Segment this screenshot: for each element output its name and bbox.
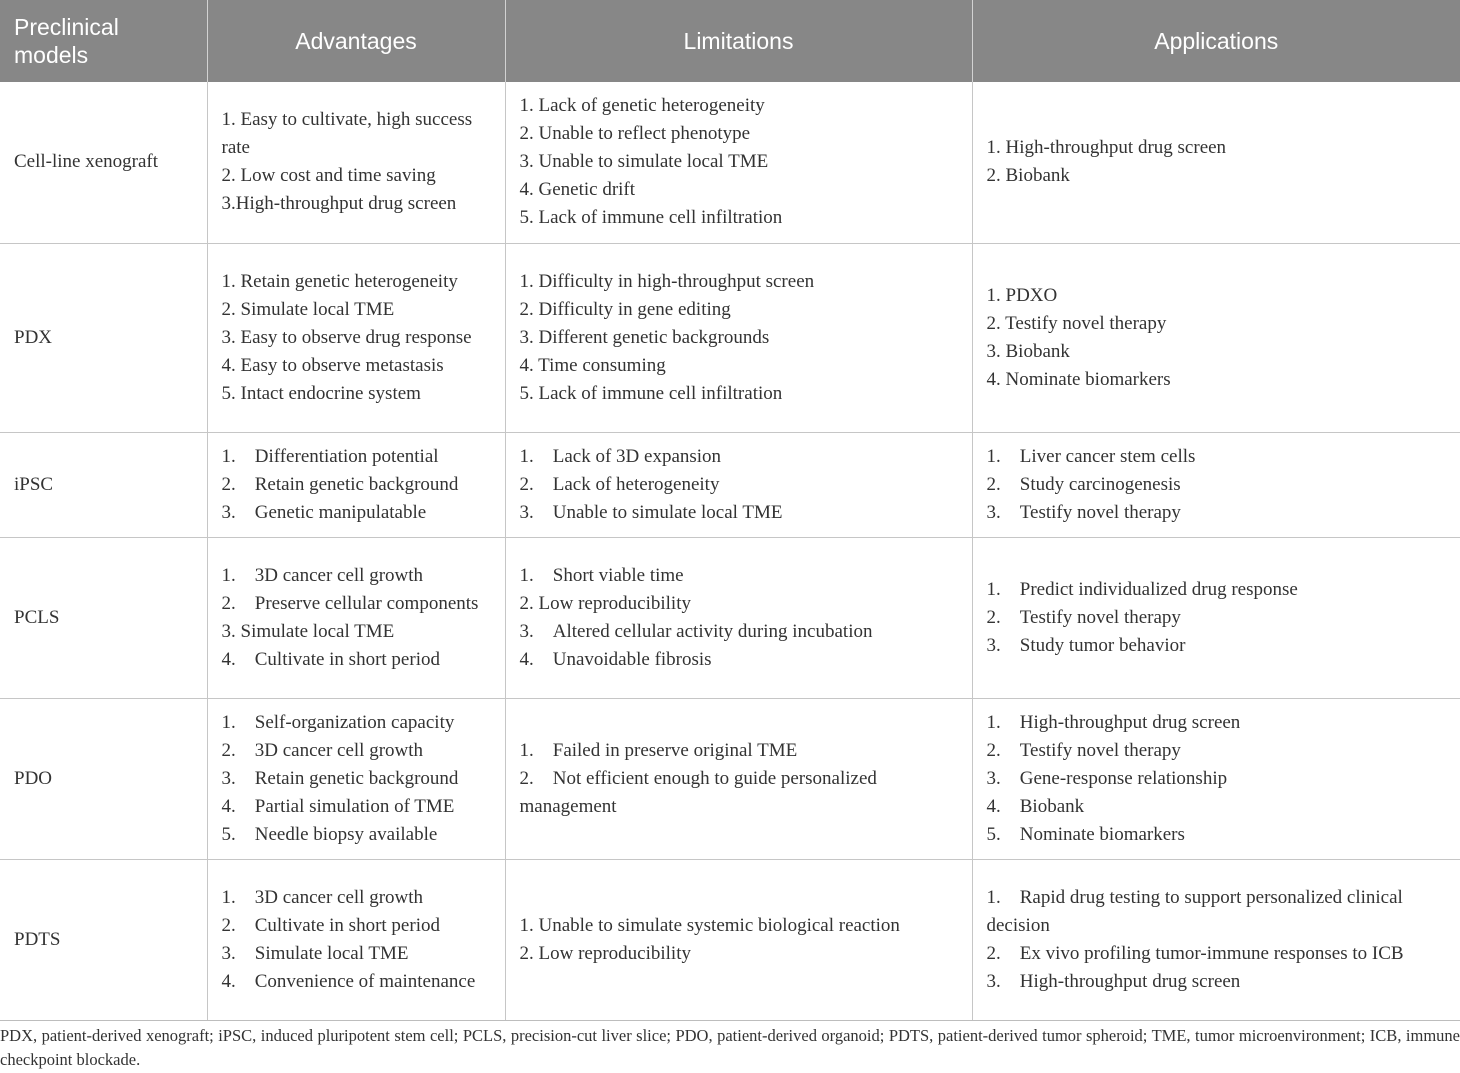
list-item: 3. Easy to observe drug response (221, 326, 472, 348)
advantages-cell (207, 432, 505, 537)
list (520, 737, 958, 821)
advantages-cell (207, 82, 505, 243)
limitations-cell (505, 698, 972, 859)
list-item: 2. Unable to reflect phenotype (519, 123, 751, 145)
list-item: 3. High-throughput drug screen (986, 970, 1241, 992)
model-name-cell: PDX (0, 243, 207, 432)
applications-cell (972, 82, 1460, 243)
header-advantages: Advantages (207, 0, 505, 82)
list-item: 5. Lack of immune cell infiltration (519, 207, 783, 229)
list (222, 268, 491, 408)
list-item: 3. Unable to simulate local TME (519, 501, 783, 523)
list-item: 3. Biobank (986, 340, 1070, 362)
list (222, 562, 491, 674)
applications-cell (972, 537, 1460, 698)
advantages-cell (207, 698, 505, 859)
list-item: 2. Low reproducibility (519, 592, 691, 614)
list-item: 1. Retain genetic heterogeneity (221, 270, 458, 292)
limitations-cell (505, 432, 972, 537)
limitations-cell (505, 82, 972, 243)
list-item: 5. Needle biopsy available (221, 823, 438, 845)
table-row (0, 698, 1460, 859)
list (520, 562, 958, 674)
list (520, 443, 958, 527)
list-item: 4. Unavoidable fibrosis (519, 648, 712, 670)
list-item: 2. Study carcinogenesis (986, 473, 1181, 495)
list-item: 2. Difficulty in gene editing (519, 298, 731, 320)
list (520, 268, 958, 408)
list-item: 4. Genetic drift (519, 179, 636, 201)
applications-cell (972, 859, 1460, 1020)
list-item: 3. Simulate local TME (221, 620, 395, 642)
list-item: 4. Cultivate in short period (221, 648, 440, 670)
list-item: 4. Convenience of maintenance (221, 970, 476, 992)
list-item: 2. Ex vivo profiling tumor-immune responses to ICB (986, 942, 1404, 964)
list-item: 4. Easy to observe metastasis (221, 354, 444, 376)
list-item: 1. Rapid drug testing to support personalized clinical decision (986, 886, 1403, 936)
list-item: 3. Simulate local TME (221, 942, 409, 964)
model-name-cell: PDO (0, 698, 207, 859)
list-item: 2. 3D cancer cell growth (221, 739, 424, 761)
list-item: 1. Easy to cultivate, high success rate (221, 109, 473, 159)
limitations-cell (505, 537, 972, 698)
list-item: 2. Retain genetic background (221, 473, 459, 495)
list-item: 4. Time consuming (519, 354, 666, 376)
applications-cell (972, 698, 1460, 859)
list-item: 2. Biobank (986, 165, 1070, 187)
list-item: 2. Testify novel therapy (986, 312, 1167, 334)
list-item: 1. 3D cancer cell growth (221, 886, 424, 908)
list (222, 884, 491, 996)
model-name-cell: iPSC (0, 432, 207, 537)
list-item: 3. Retain genetic background (221, 767, 459, 789)
list (987, 884, 1447, 996)
list-item: 3. Testify novel therapy (986, 501, 1181, 523)
list-item: 1. Liver cancer stem cells (986, 445, 1196, 467)
list-item: 3. Altered cellular activity during incubation (519, 620, 873, 642)
list-item: 1. Failed in preserve original TME (519, 739, 798, 761)
advantages-cell (207, 537, 505, 698)
list-item: 5. Lack of immune cell infiltration (519, 382, 783, 404)
limitations-cell (505, 859, 972, 1020)
table-header-row (0, 0, 1460, 82)
list-item: 1. PDXO (986, 284, 1058, 306)
list-item: 2. Lack of heterogeneity (519, 473, 720, 495)
list-item: 1. High-throughput drug screen (986, 137, 1227, 159)
list-item: 2. Preserve cellular components (221, 592, 479, 614)
model-name-cell: Cell-line xenograft (0, 82, 207, 243)
list-item: 5. Nominate biomarkers (986, 823, 1185, 845)
list-item: 2. Testify novel therapy (986, 739, 1181, 761)
advantages-cell (207, 243, 505, 432)
list-item: 1. Difficulty in high-throughput screen (519, 270, 815, 292)
list-item: 1. Predict individualized drug response (986, 578, 1298, 600)
list-item: 1. Differentiation potential (221, 445, 439, 467)
list-item: 4. Partial simulation of TME (221, 795, 455, 817)
list-item: 3. Gene-response relationship (986, 767, 1228, 789)
model-name-cell: PCLS (0, 537, 207, 698)
list (987, 282, 1447, 394)
list-item: 3. Different genetic backgrounds (519, 326, 770, 348)
list (222, 106, 491, 218)
table-row (0, 82, 1460, 243)
list (222, 443, 491, 527)
list-item: 2. Cultivate in short period (221, 914, 440, 936)
list-item: 2. Simulate local TME (221, 298, 395, 320)
list (987, 134, 1447, 190)
table-row (0, 243, 1460, 432)
header-limitations: Limitations (505, 0, 972, 82)
advantages-cell (207, 859, 505, 1020)
list (520, 92, 958, 232)
list-item: 4. Biobank (986, 795, 1085, 817)
list (987, 443, 1447, 527)
header-preclinical-models: Preclinical models (0, 0, 207, 82)
list-item: 1. Unable to simulate systemic biological reaction (519, 914, 900, 936)
list (222, 709, 491, 849)
list (987, 709, 1447, 849)
table-footnote: PDX, patient-derived xenograft; iPSC, induced pluripotent stem cell; PCLS, precision-cut liver slice; PDO, patient-derived organoid; PDTS, patient-derived tumor spheroid; TME, tumor microenvironment; ICB, immune checkpoint blockade. (0, 1026, 1460, 1069)
list-item: 3. Study tumor behavior (986, 634, 1186, 656)
list-item: 3.High-throughput drug screen (221, 193, 457, 215)
list-item: 3. Unable to simulate local TME (519, 151, 769, 173)
list-item: 1. Self-organization capacity (221, 711, 455, 733)
header-applications: Applications (972, 0, 1460, 82)
list-item: 1. Lack of genetic heterogeneity (519, 95, 765, 117)
table-body (0, 82, 1460, 1020)
list-item: 2. Low cost and time saving (221, 165, 436, 187)
list-item: 1. Lack of 3D expansion (519, 445, 722, 467)
list-item: 3. Genetic manipulatable (221, 501, 427, 523)
list (987, 576, 1447, 660)
list (520, 912, 958, 968)
list-item: 5. Intact endocrine system (221, 382, 421, 404)
table-row (0, 432, 1460, 537)
limitations-cell (505, 243, 972, 432)
list-item: 1. 3D cancer cell growth (221, 564, 424, 586)
table-row (0, 537, 1460, 698)
list-item: 4. Nominate biomarkers (986, 368, 1171, 390)
list-item: 2. Low reproducibility (519, 942, 691, 964)
model-name-cell: PDTS (0, 859, 207, 1020)
list-item: 1. High-throughput drug screen (986, 711, 1241, 733)
list-item: 1. Short viable time (519, 564, 684, 586)
table-row (0, 859, 1460, 1020)
list-item: 2. Not efficient enough to guide personalized management (519, 767, 877, 817)
applications-cell (972, 432, 1460, 537)
list-item: 2. Testify novel therapy (986, 606, 1181, 628)
applications-cell (972, 243, 1460, 432)
